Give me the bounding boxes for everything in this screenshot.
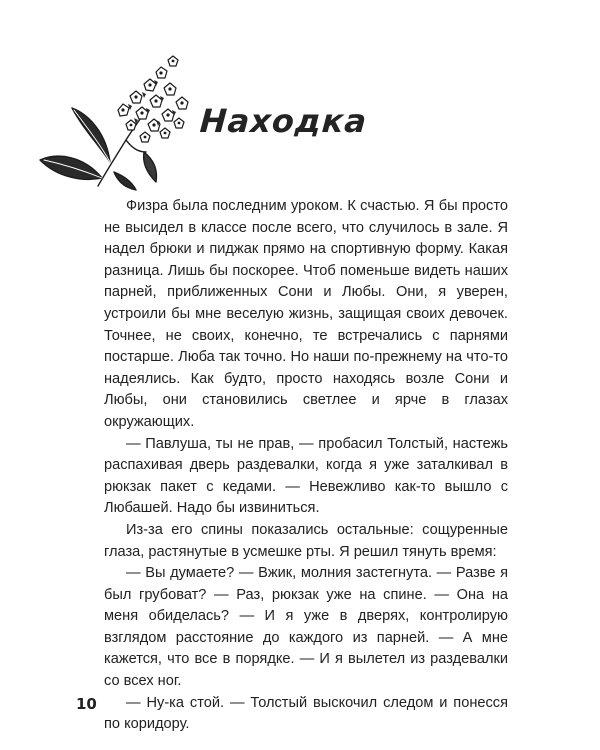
page-number: 10 xyxy=(76,695,97,713)
paragraph: — Ну-ка стой. — Толстый выскочил следом и понесся по коридору. xyxy=(104,694,508,733)
lilac-branch-illustration xyxy=(28,52,196,192)
body-text xyxy=(104,196,508,736)
paragraph: Физра была последним уроком. К счастью. Я бы просто не высидел в классе после всего, что случилось в зале. Я надел брюки и пиджак прямо на спортивную форму. Какая разница. Лишь бы поскорее. Чтоб поменьше видеть наших парней, приближенных Сони и Любы. Они, я уверен, устроили бы мне веселую жизнь, защищая своих девочек. Точнее, не своих, конечно, те встречались с парнями постарше. Люба так точно. Но наши по-прежнему на что-то надеялись. Как будто, просто находясь возле Сони и Любы, они становились светлее и ярче в глазах окружающих. xyxy=(104,198,508,430)
paragraph: — Павлуша, ты не прав, — пробасил Толстый, настежь распахивая дверь раздевалки, когда я уже заталкивал в рюкзак пакет с кедами. — Невежливо как-то вышло с Любашей. Надо бы извиниться. xyxy=(104,435,508,517)
paragraph: Из-за его спины показались остальные: сощуренные глаза, растянутые в усмешке рты. Я решил тянуть время: xyxy=(104,521,508,560)
chapter-title: Находка xyxy=(198,102,369,140)
paragraph: — Вы думаете? — Вжик, молния застегнута. — Разве я был грубоват? — Раз, рюкзак уже на спине. — Она на меня обиделась? — И я уже в дверях, контролирую взглядом расстояние до каждого из парней. — А мне кажется, что все в порядке. — И я вылетел из раздевалки со всех ног. xyxy=(104,565,508,690)
